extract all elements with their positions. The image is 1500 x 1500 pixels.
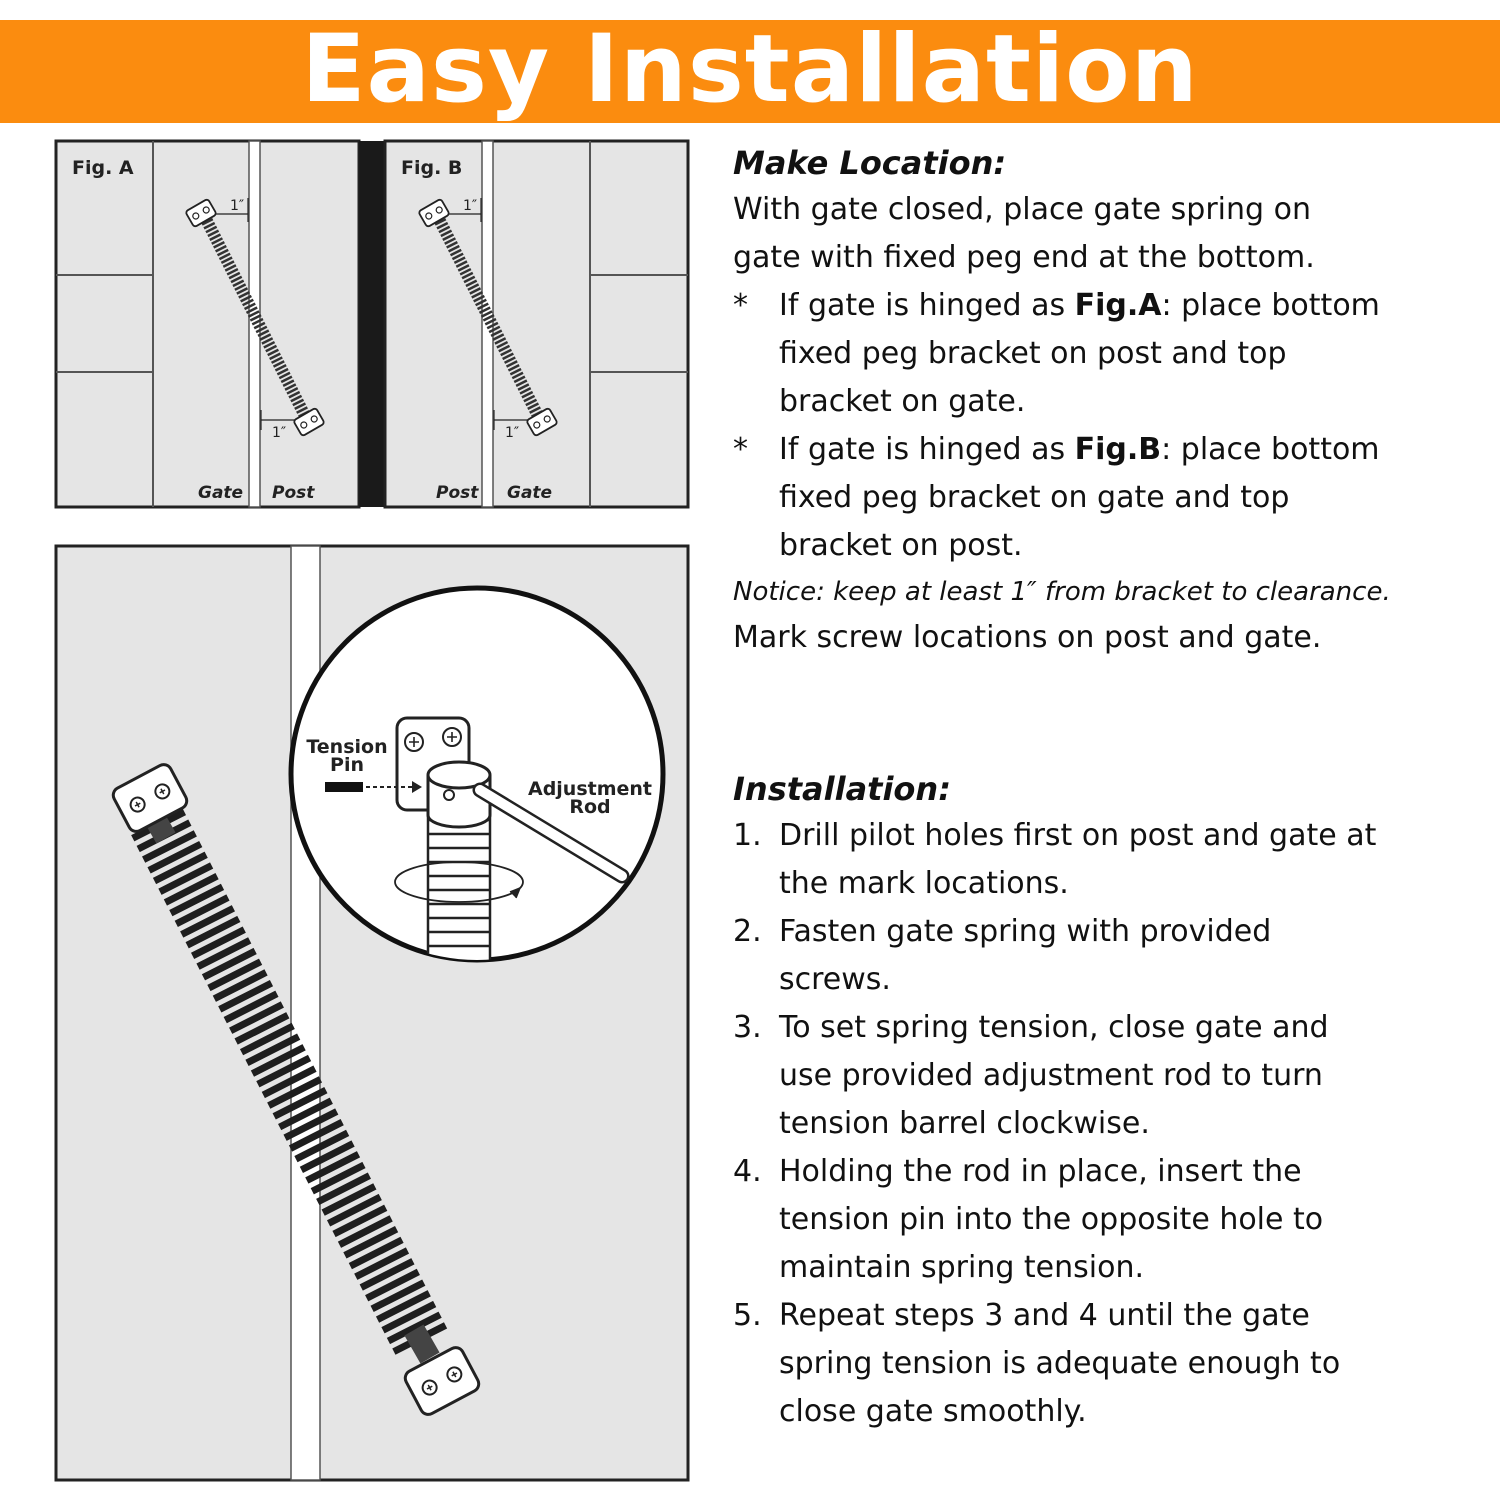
step-line: use provided adjustment rod to turn xyxy=(779,1058,1323,1093)
step-number: 2. xyxy=(733,914,762,949)
install-step xyxy=(733,1004,1453,1148)
fig-a-bottom-dim: 1″ xyxy=(272,425,287,441)
fig-b-gate-label: Gate xyxy=(507,483,553,503)
install-step xyxy=(733,1292,1453,1436)
adjustment-rod-label-line1: Adjustment xyxy=(527,778,653,800)
notice-text: Notice: keep at least 1″ from bracket to clearance. xyxy=(733,577,1391,607)
fig-b-top-dim: 1″ xyxy=(463,198,478,214)
step-line: Repeat steps 3 and 4 until the gate xyxy=(779,1298,1310,1333)
tension-pin-label-line1: Tension xyxy=(306,736,388,758)
fig-a-label: Fig. A xyxy=(72,157,134,179)
bullet-mark: * xyxy=(733,432,748,467)
bullet-b-text-end: : place bottom xyxy=(1161,432,1380,467)
install-step xyxy=(733,908,1453,1004)
bullet-a-text-end: : place bottom xyxy=(1161,288,1380,323)
installation-heading: Installation: xyxy=(733,770,951,808)
step-line: Holding the rod in place, insert the xyxy=(779,1154,1302,1189)
step-number: 4. xyxy=(733,1154,762,1189)
step-line: tension pin into the opposite hole to xyxy=(779,1202,1324,1237)
install-step xyxy=(733,1148,1453,1292)
install-diagram xyxy=(56,546,688,1480)
illustration-panel xyxy=(0,0,720,1500)
fig-b-bottom-dim: 1″ xyxy=(505,425,520,441)
make-location-heading: Make Location: xyxy=(733,144,1007,182)
bullet-b-line-2: fixed peg bracket on gate and top xyxy=(779,480,1290,515)
step-number: 5. xyxy=(733,1298,762,1333)
fig-b-diagram xyxy=(385,141,688,507)
step-line: To set spring tension, close gate and xyxy=(779,1010,1329,1045)
mark-locations-text: Mark screw locations on post and gate. xyxy=(733,620,1322,655)
bullet-a-text: If gate is hinged as xyxy=(779,288,1075,323)
bullet-fig-b xyxy=(733,426,1453,570)
step-line: maintain spring tension. xyxy=(779,1250,1145,1285)
install-step xyxy=(733,812,1453,908)
instructions-column xyxy=(733,140,1453,1436)
bullet-b-text: If gate is hinged as xyxy=(779,432,1075,467)
bullet-b-fig-ref: Fig.B xyxy=(1074,432,1162,467)
step-number: 3. xyxy=(733,1010,762,1045)
intro-line-2: gate with fixed peg end at the bottom. xyxy=(733,240,1315,275)
intro-line-1: With gate closed, place gate spring on xyxy=(733,192,1311,227)
step-line: Fasten gate spring with provided xyxy=(779,914,1272,949)
step-line: Drill pilot holes first on post and gate at xyxy=(779,818,1377,853)
bullet-a-line-2: fixed peg bracket on post and top xyxy=(779,336,1287,371)
bullet-a-line-3: bracket on gate. xyxy=(779,384,1026,419)
page-title: Easy Installation xyxy=(301,15,1199,124)
step-line: tension barrel clockwise. xyxy=(779,1106,1150,1141)
tension-pin xyxy=(325,782,363,792)
step-line: spring tension is adequate enough to xyxy=(779,1346,1341,1381)
step-line: screws. xyxy=(779,962,891,997)
fig-a-diagram xyxy=(56,141,359,507)
bullet-b-line-3: bracket on post. xyxy=(779,528,1023,563)
adjustment-rod-label-line2: Rod xyxy=(569,796,611,818)
fig-b-label: Fig. B xyxy=(401,157,463,179)
bullet-a-fig-ref: Fig.A xyxy=(1074,288,1162,323)
fig-b-post-label: Post xyxy=(436,483,479,503)
fig-a-post-label: Post xyxy=(272,483,315,503)
step-number: 1. xyxy=(733,818,762,853)
fig-divider xyxy=(359,141,385,507)
tension-pin-label-line2: Pin xyxy=(330,754,364,776)
bullet-mark: * xyxy=(733,288,748,323)
fig-a-top-dim: 1″ xyxy=(230,198,245,214)
step-line: close gate smoothly. xyxy=(779,1394,1087,1429)
bullet-fig-a xyxy=(733,282,1453,426)
step-line: the mark locations. xyxy=(779,866,1069,901)
fig-a-gate-label: Gate xyxy=(198,483,244,503)
